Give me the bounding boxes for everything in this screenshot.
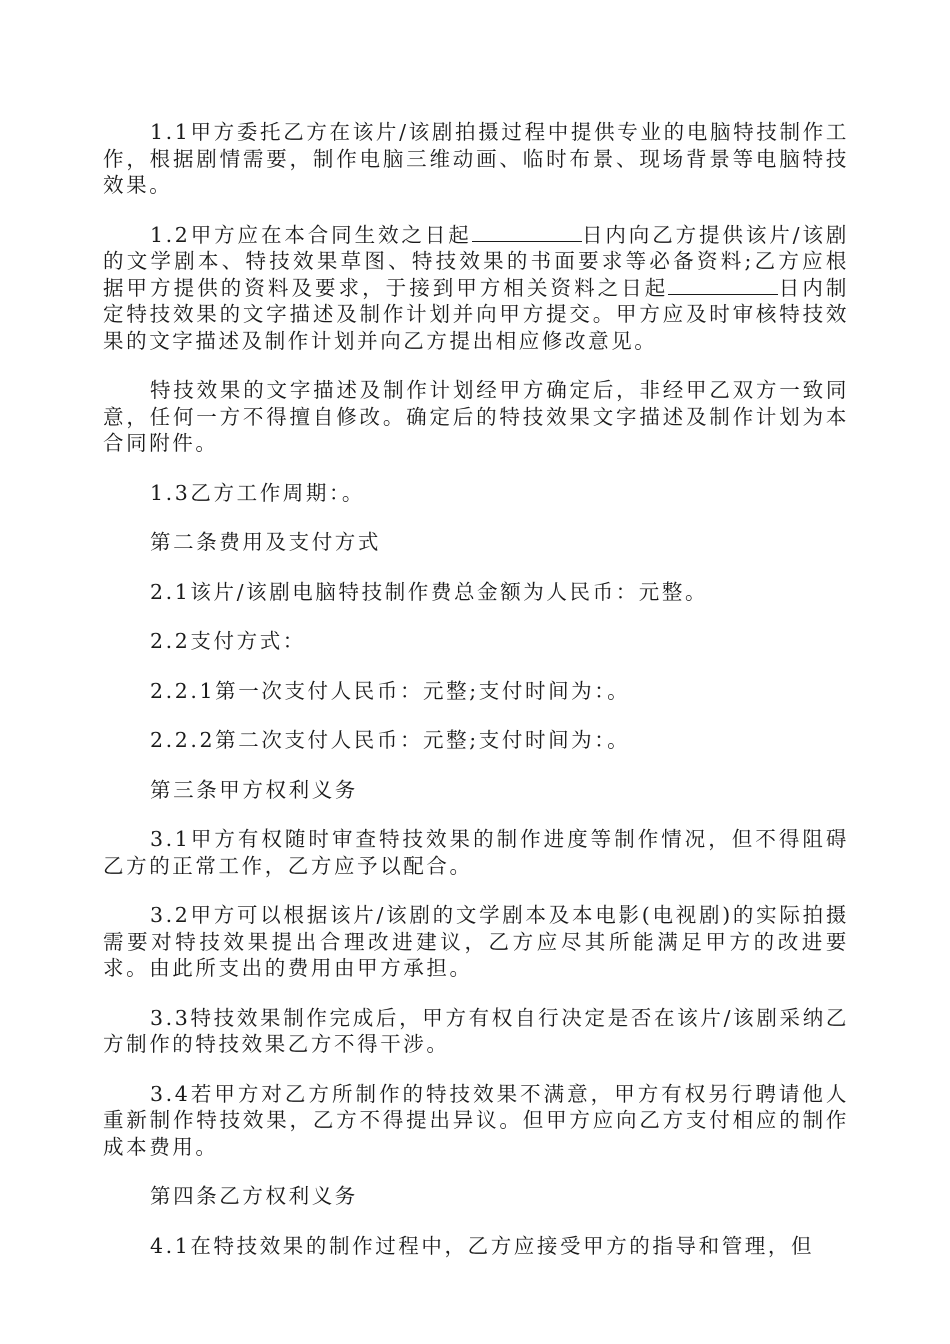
clause-2-2-2: 2.2.2第二次支付人民币：元整;支付时间为：。: [150, 728, 631, 752]
clause-3-4: 3.4若甲方对乙方所制作的特技效果不满意，甲方有权另行聘请他人重新制作特技效果，乙方不得提出异议。但甲方应向乙方支付相应的制作成本费用。: [103, 1081, 849, 1159]
clause-1-3: 1.3乙方工作周期：。: [150, 480, 365, 505]
clause-3-3: 3.3特技效果制作完成后，甲方有权自行决定是否在该片/该剧采纳乙方制作的特技效果乙方不得干涉。: [103, 1005, 849, 1056]
clause-1-1: 1.1甲方委托乙方在该片/该剧拍摄过程中提供专业的电脑特技制作工作，根据剧情需要，制作电脑三维动画、临时布景、现场背景等电脑特技效果。: [103, 120, 849, 197]
section-heading-2: 第二条费用及支付方式: [150, 530, 381, 554]
blank-line: [668, 276, 778, 295]
clause-3-1: 3.1甲方有权随时审查特技效果的制作进度等制作情况，但不得阻碍乙方的正常工作，乙方应予以配合。: [103, 827, 849, 878]
clause-2-2-1: 2.2.1第一次支付人民币：元整;支付时间为：。: [150, 678, 631, 703]
clause-1-2-note: 特技效果的文字描述及制作计划经甲方确定后，非经甲乙双方一致同意，任何一方不得擅自修改。确定后的特技效果文字描述及制作计划为本合同附件。: [103, 378, 849, 455]
clause-2-1: 2.1该片/该剧电脑特技制作费总金额为人民币：元整。: [150, 579, 709, 604]
section-heading-3: 第三条甲方权利义务: [150, 777, 358, 802]
clause-3-2: 3.2甲方可以根据该片/该剧的文学剧本及本电影(电视剧)的实际拍摄需要对特技效果提出合理改进建议，乙方应尽其所能满足甲方的改进要求。由此所支出的费用由甲方承担。: [103, 903, 849, 980]
document-body: [103, 119, 849, 1282]
clause-1-2-part-2: 日内向乙方提供该片/该剧的文学剧本、特技效果草图、特技效果的书面要求等必备资料;乙方应根据甲方提供的资料及要求，于接到甲方相关资料之日起: [103, 222, 849, 300]
clause-1-2: [103, 222, 849, 355]
blank-line: [472, 223, 582, 242]
clause-1-2-part-3: 日内制定特技效果的文字描述及制作计划并向甲方提交。甲方应及时审核特技效果的文字描述及制作计划并向乙方提出相应修改意见。: [103, 275, 849, 353]
section-heading-4: 第四条乙方权利义务: [150, 1184, 358, 1208]
clause-4-1: 4.1在特技效果的制作过程中，乙方应接受甲方的指导和管理，但: [150, 1233, 815, 1258]
clause-2-2: 2.2支付方式：: [150, 629, 306, 653]
clause-1-2-part-1: 1.2甲方应在本合同生效之日起: [150, 222, 472, 247]
